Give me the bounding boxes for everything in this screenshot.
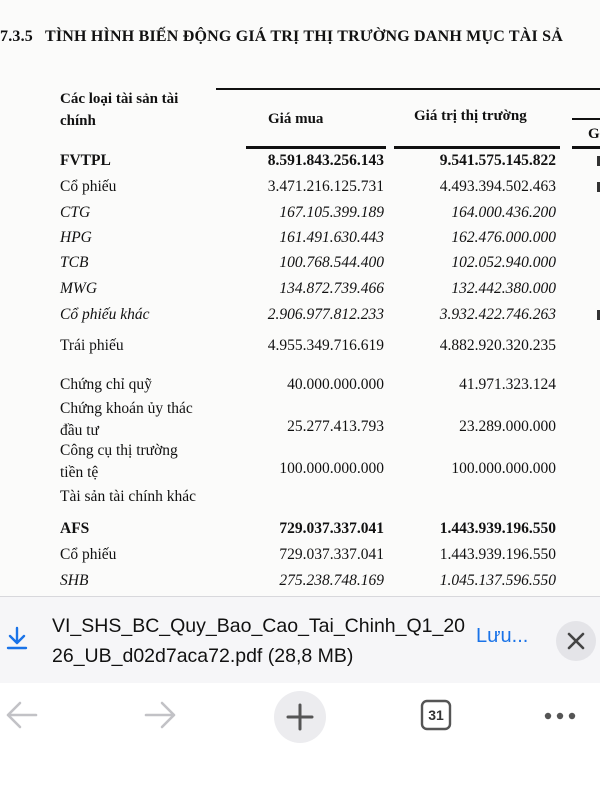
row-purchase: 40.000.000.000 (287, 376, 384, 393)
row-market: 100.000.000.000 (451, 460, 556, 477)
header-category (60, 88, 178, 132)
tab-switcher-button[interactable] (420, 699, 452, 731)
market-col-rule (394, 146, 560, 149)
header-market-value: Giá trị thị trường (414, 108, 527, 124)
row-purchase: 3.471.216.125.731 (267, 178, 384, 195)
purchase-col-rule (246, 146, 386, 149)
row-market: 9.541.575.145.822 (439, 152, 556, 169)
row-purchase: 275.238.748.169 (279, 572, 384, 589)
row-label-line2: tiền tệ (60, 464, 99, 481)
row-market: 164.000.436.200 (451, 204, 556, 221)
save-button[interactable]: Lưu... (476, 625, 529, 647)
row-market: 23.289.000.000 (459, 418, 556, 435)
back-button[interactable] (2, 697, 42, 738)
row-label (60, 440, 178, 484)
row-market: 1.443.939.196.550 (439, 546, 556, 563)
header-top-rule (216, 88, 600, 90)
row-purchase: 729.037.337.041 (279, 546, 384, 563)
section-number: 7.3.5 (0, 28, 33, 45)
row-purchase: 4.955.349.716.619 (267, 337, 384, 354)
row-label: TCB (60, 254, 89, 271)
row-purchase: 8.591.843.256.143 (267, 152, 384, 169)
more-icon (540, 710, 580, 722)
header-next-column: G (588, 126, 600, 142)
next-col-rule (572, 146, 600, 149)
row-purchase: 2.906.977.812.233 (267, 306, 384, 323)
row-purchase: 100.768.544.400 (279, 254, 384, 271)
row-label: FVTPL (60, 152, 111, 169)
download-bar (0, 596, 600, 684)
row-label (60, 398, 193, 442)
row-purchase: 100.000.000.000 (279, 460, 384, 477)
row-purchase: 161.491.630.443 (279, 229, 384, 246)
row-label: Cổ phiếu khác (60, 306, 150, 323)
row-market: 1.045.137.596.550 (439, 572, 556, 589)
section-heading (0, 28, 563, 46)
row-label: HPG (60, 229, 92, 246)
row-market: 3.932.422.746.263 (439, 306, 556, 323)
row-market: 4.882.920.320.235 (439, 337, 556, 354)
row-purchase: 25.277.413.793 (287, 418, 384, 435)
tab-count: 31 (428, 707, 444, 723)
row-purchase: 134.872.739.466 (279, 280, 384, 297)
row-market: 41.971.323.124 (459, 376, 556, 393)
row-label: AFS (60, 520, 90, 537)
download-icon[interactable] (4, 625, 30, 656)
row-label: CTG (60, 204, 91, 221)
row-purchase: 167.105.399.189 (279, 204, 384, 221)
row-label: Tài sản tài chính khác (60, 488, 197, 505)
row-label: SHB (60, 572, 89, 589)
back-arrow-icon (2, 697, 42, 733)
row-label-line1: Công cụ thị trường (60, 442, 178, 459)
row-label: Trái phiếu (60, 337, 124, 354)
row-purchase: 729.037.337.041 (279, 520, 384, 537)
row-market: 132.442.380.000 (451, 280, 556, 297)
forward-button[interactable] (140, 697, 180, 738)
close-icon (556, 621, 596, 661)
row-market: 4.493.394.502.463 (439, 178, 556, 195)
row-label: Chứng chỉ quỹ (60, 376, 152, 393)
row-market: 162.476.000.000 (451, 229, 556, 246)
header-sub-rule (572, 118, 600, 120)
download-file-name: VI_SHS_BC_Quy_Bao_Cao_Tai_Chinh_Q1_2026_UB_d02d7aca72.pdf (28,8 MB) (52, 615, 466, 667)
row-label-line2: đầu tư (60, 422, 99, 439)
row-label: Cổ phiếu (60, 546, 117, 563)
row-label-line1: Chứng khoán ủy thác (60, 400, 193, 417)
header-category-line1: Các loại tài sản tài (60, 91, 179, 107)
header-purchase-price: Giá mua (268, 111, 324, 127)
forward-arrow-icon (140, 697, 180, 733)
row-label: Cổ phiếu (60, 178, 117, 195)
header-category-line2: chính (60, 113, 96, 129)
new-tab-button[interactable] (274, 691, 326, 743)
row-market: 1.443.939.196.550 (439, 520, 556, 537)
plus-icon (274, 691, 326, 743)
section-title: TÌNH HÌNH BIẾN ĐỘNG GIÁ TRỊ THỊ TRƯỜNG DANH MỤC TÀI SẢ (45, 28, 563, 45)
more-menu-button[interactable] (540, 709, 580, 727)
browser-toolbar (0, 683, 600, 800)
row-market: 102.052.940.000 (451, 254, 556, 271)
close-download-button[interactable] (556, 621, 596, 661)
row-label: MWG (60, 280, 98, 297)
